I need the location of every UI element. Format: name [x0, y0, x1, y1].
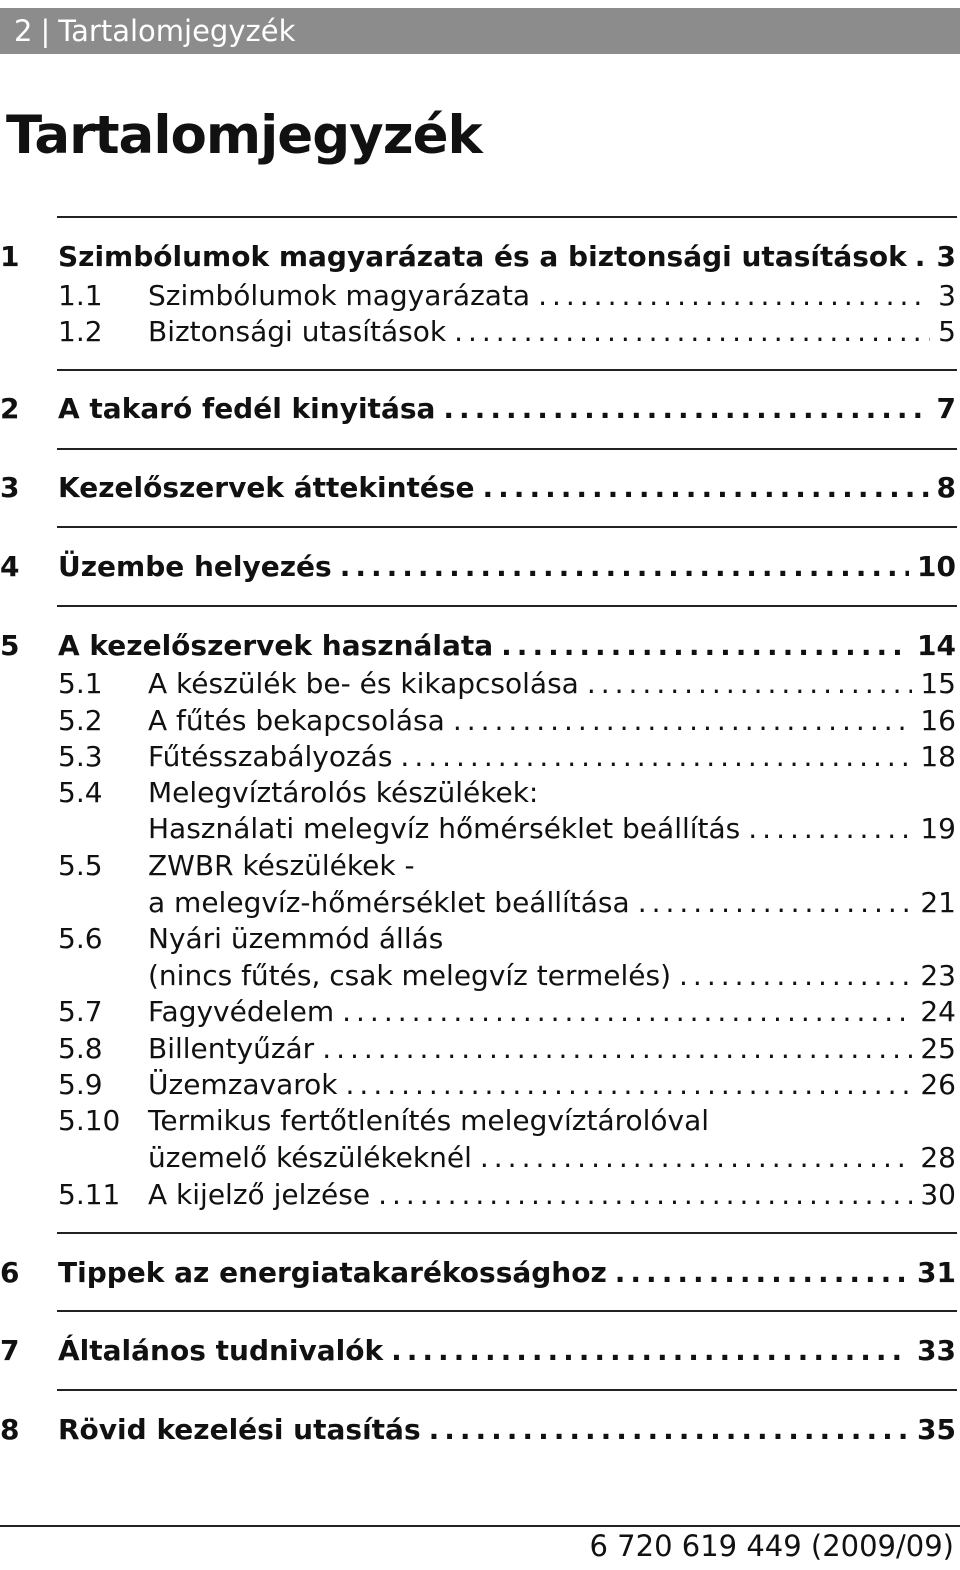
toc-entry-3[interactable] — [0, 471, 960, 505]
toc-page: 8 — [936, 471, 956, 504]
toc-title: A kijelző jelzése — [148, 1178, 371, 1211]
dot-leader — [429, 1413, 909, 1447]
toc-title: Általános tudnivalók — [58, 1334, 384, 1367]
toc-number: 5.8 — [58, 1032, 103, 1065]
dot-leader — [342, 995, 912, 1029]
dot-leader — [501, 629, 909, 663]
toc-entry-5-4[interactable] — [0, 776, 960, 846]
toc-entry-1-2[interactable] — [0, 315, 960, 349]
toc-entry-8[interactable] — [0, 1413, 960, 1447]
dot-leader — [915, 240, 929, 274]
toc-entry-5-9[interactable] — [0, 1068, 960, 1102]
dot-leader — [480, 1141, 912, 1175]
toc-number: 5.10 — [58, 1104, 121, 1137]
toc-title-line2: üzemelő készülékeknél — [148, 1141, 472, 1174]
footer-divider — [0, 1525, 960, 1527]
dot-leader — [443, 392, 928, 426]
toc-title: A kezelőszervek használata — [58, 629, 494, 662]
toc-number: 1.1 — [58, 279, 103, 312]
document-code: 6 720 619 449 (2009/09) — [589, 1529, 954, 1563]
toc-title: Rövid kezelési utasítás — [58, 1413, 421, 1446]
toc-title: Tippek az energiatakarékossághoz — [58, 1256, 607, 1289]
toc-entry-5-11[interactable] — [0, 1178, 960, 1212]
toc-number: 5 — [0, 629, 20, 662]
toc-number: 5.11 — [58, 1178, 121, 1211]
toc-number: 5.7 — [58, 995, 103, 1028]
toc-page: 33 — [917, 1334, 956, 1367]
toc-page: 35 — [917, 1413, 956, 1446]
dot-leader — [378, 1178, 912, 1212]
toc-number: 5.4 — [58, 776, 103, 809]
dot-leader — [538, 279, 930, 313]
toc-entry-4[interactable] — [0, 550, 960, 584]
dot-leader — [346, 1068, 913, 1102]
toc-number: 5.5 — [58, 849, 103, 882]
toc-title: Billentyűzár — [148, 1032, 315, 1065]
toc-page: 31 — [917, 1256, 956, 1289]
toc-page: 16 — [920, 704, 956, 737]
toc-page: 30 — [920, 1178, 956, 1211]
divider — [57, 216, 957, 218]
toc-entry-1-1[interactable] — [0, 279, 960, 313]
toc-page: 14 — [917, 629, 956, 662]
toc-entry-5-5[interactable] — [0, 849, 960, 919]
toc-entry-5[interactable] — [0, 629, 960, 663]
toc-number: 1 — [0, 240, 20, 273]
toc-page: 25 — [920, 1032, 956, 1065]
dot-leader — [587, 667, 913, 701]
toc-title: Üzembe helyezés — [58, 550, 332, 583]
toc-entry-5-1[interactable] — [0, 667, 960, 701]
toc-page: 24 — [920, 995, 956, 1028]
toc-title: Szimbólumok magyarázata és a biztonsági utasítások — [58, 240, 907, 273]
dot-leader — [454, 315, 930, 349]
toc-number: 5.2 — [58, 704, 103, 737]
toc-number: 5.6 — [58, 922, 103, 955]
page-number: 2 — [14, 14, 33, 48]
toc-page: 15 — [920, 667, 956, 700]
toc-title-line1: Melegvíztárolós készülékek: — [148, 776, 539, 809]
toc-number: 3 — [0, 471, 20, 504]
toc-number: 1.2 — [58, 315, 103, 348]
dot-leader — [679, 959, 912, 993]
header-section-title: Tartalomjegyzék — [58, 14, 296, 48]
toc-title: Fűtésszabályozás — [148, 740, 393, 773]
divider — [57, 1310, 957, 1312]
toc-entry-5-2[interactable] — [0, 704, 960, 738]
dot-leader — [615, 1256, 909, 1290]
toc-entry-5-8[interactable] — [0, 1032, 960, 1066]
toc-number: 6 — [0, 1256, 20, 1289]
toc-number: 5.3 — [58, 740, 103, 773]
toc-number: 7 — [0, 1334, 20, 1367]
dot-leader — [322, 1032, 912, 1066]
toc-title-line1: Termikus fertőtlenítés melegvíztárolóval — [148, 1104, 710, 1137]
toc-title-line1: Nyári üzemmód állás — [148, 922, 444, 955]
toc-entry-6[interactable] — [0, 1256, 960, 1290]
dot-leader — [391, 1334, 909, 1368]
dot-leader — [748, 812, 912, 846]
dot-leader — [638, 886, 913, 920]
toc-title: Fagyvédelem — [148, 995, 335, 1028]
toc-page: 28 — [920, 1141, 956, 1174]
toc-title: Kezelőszervek áttekintése — [58, 471, 475, 504]
toc-title: Biztonsági utasítások — [148, 315, 447, 348]
dot-leader — [340, 550, 909, 584]
toc-number: 5.9 — [58, 1068, 103, 1101]
toc-entry-5-3[interactable] — [0, 740, 960, 774]
toc-entry-7[interactable] — [0, 1334, 960, 1368]
toc-title: Üzemzavarok — [148, 1068, 338, 1101]
toc-page: 18 — [920, 740, 956, 773]
toc-number: 8 — [0, 1413, 20, 1446]
page-title: Tartalomjegyzék — [6, 105, 482, 166]
divider — [57, 526, 957, 528]
toc-title: A takaró fedél kinyitása — [58, 392, 436, 425]
toc-entry-5-6[interactable] — [0, 922, 960, 992]
toc-entry-2[interactable] — [0, 392, 960, 426]
toc-number: 5.1 — [58, 667, 103, 700]
header-separator: | — [40, 14, 51, 48]
divider — [57, 369, 957, 371]
toc-page: 5 — [938, 315, 956, 348]
toc-page: 3 — [938, 279, 956, 312]
dot-leader — [400, 740, 912, 774]
toc-entry-1[interactable] — [0, 240, 960, 274]
toc-page: 21 — [920, 886, 956, 919]
toc-page: 10 — [917, 550, 956, 583]
toc-title-line2: Használati melegvíz hőmérséklet beállítás — [148, 812, 741, 845]
divider — [57, 1232, 957, 1234]
toc-number: 2 — [0, 392, 20, 425]
toc-title-line2: a melegvíz-hőmérséklet beállítása — [148, 886, 630, 919]
toc-title: A fűtés bekapcsolása — [148, 704, 445, 737]
toc-entry-5-10[interactable] — [0, 1104, 960, 1174]
toc-title-line1: ZWBR készülékek - — [148, 849, 415, 882]
toc-page: 26 — [920, 1068, 956, 1101]
divider — [57, 1389, 957, 1391]
toc-title: A készülék be- és kikapcsolása — [148, 667, 579, 700]
toc-entry-5-7[interactable] — [0, 995, 960, 1029]
dot-leader — [483, 471, 929, 505]
toc-page: 19 — [920, 812, 956, 845]
toc-page: 23 — [920, 959, 956, 992]
toc-page: 3 — [936, 240, 956, 273]
divider — [57, 448, 957, 450]
divider — [57, 605, 957, 607]
dot-leader — [453, 704, 913, 738]
toc-page: 7 — [936, 392, 956, 425]
toc-title-line2: (nincs fűtés, csak melegvíz termelés) — [148, 959, 672, 992]
toc-number: 4 — [0, 550, 20, 583]
toc-title: Szimbólumok magyarázata — [148, 279, 531, 312]
